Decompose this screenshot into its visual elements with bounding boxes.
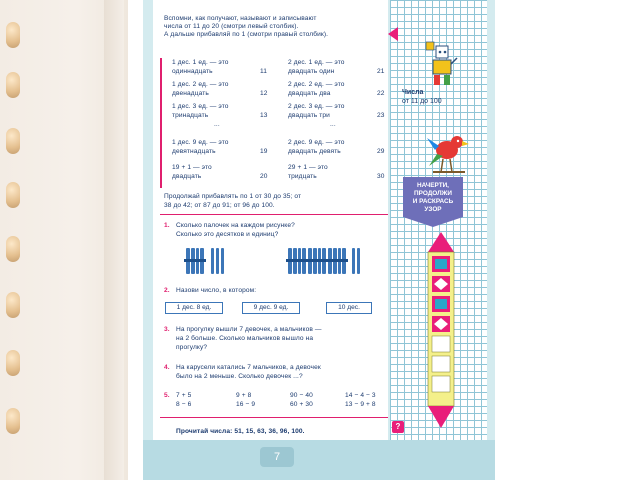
right-row-name: двадцать девять: [288, 148, 341, 155]
stick: [352, 248, 355, 274]
expression: 8 − 6: [176, 401, 192, 408]
decor-cylinder: [6, 236, 20, 262]
left-row: 1 дес. 3 ед. — это: [172, 103, 229, 110]
section-divider: [160, 417, 388, 418]
task-text: На карусели катались 7 мальчиков, а девочек: [176, 364, 321, 371]
task-text: Сколько палочек на каждом рисунке?: [176, 222, 295, 229]
right-row-number: 23: [377, 112, 385, 119]
sticks-picture-1: [186, 248, 224, 274]
task-text: На прогулку вышли 7 девочек, а мальчиков —: [176, 326, 322, 333]
ellipsis: ...: [214, 121, 220, 128]
left-row: 1 дес. 2 ед. — это: [172, 81, 229, 88]
expression: 90 − 40: [290, 392, 313, 399]
expression: 16 − 9: [236, 401, 256, 408]
left-row-number: 12: [260, 90, 268, 97]
continue-line: Продолжай прибавлять по 1 от 30 до 35; от: [164, 193, 302, 200]
stick: [211, 248, 214, 274]
section-title: Числа: [402, 89, 424, 96]
page-footer: [143, 440, 495, 480]
expression: 13 − 9 + 8: [345, 401, 376, 408]
left-row: 1 дес. 9 ед. — это: [172, 139, 229, 146]
left-row-name: одиннадцать: [172, 68, 213, 75]
left-row: 19 + 1 — это: [172, 164, 212, 171]
pointer-triangle-icon: [388, 27, 398, 41]
right-row: 2 дес. 3 ед. — это: [288, 103, 345, 110]
left-row-name: двенадцать: [172, 90, 209, 97]
right-row: 2 дес. 9 ед. — это: [288, 139, 345, 146]
right-row-name: двадцать три: [288, 112, 330, 119]
decor-cylinder: [6, 128, 20, 154]
task-text: на 2 больше. Сколько мальчиков вышло на: [176, 335, 314, 342]
right-row-number: 22: [377, 90, 385, 97]
intro-line: А дальше прибавляй по 1 (смотри правый столбик).: [164, 31, 329, 39]
ellipsis: ...: [330, 121, 336, 128]
right-row: 2 дес. 2 ед. — это: [288, 81, 345, 88]
stick-bundle: [328, 248, 346, 274]
right-row: 2 дес. 1 ед. — это: [288, 59, 345, 66]
intro-line: числа от 11 до 20 (смотри левый столбик).: [164, 23, 299, 31]
answer-box: 9 дес. 9 ед.: [242, 302, 300, 314]
task-number: 5.: [164, 392, 170, 399]
task-number: 1.: [164, 222, 170, 229]
right-row-number: 30: [377, 173, 385, 180]
background-stripe: [104, 0, 124, 480]
right-row-number: 29: [377, 148, 385, 155]
decor-cylinder: [6, 408, 20, 434]
expression: 7 + 5: [176, 392, 192, 399]
sticks-picture-2: [288, 248, 360, 274]
stick-bundle: [186, 248, 204, 274]
right-row-name: тридцать: [288, 173, 317, 180]
expression: 9 + 8: [236, 392, 252, 399]
banner-line: НАЧЕРТИ,: [417, 182, 449, 189]
task-number: 3.: [164, 326, 170, 333]
left-row-name: тринадцать: [172, 112, 209, 119]
left-row-number: 13: [260, 112, 268, 119]
right-row-name: двадцать один: [288, 68, 335, 75]
pattern-pencil-icon: [427, 232, 455, 428]
right-row: 29 + 1 — это: [288, 164, 328, 171]
expression: 14 − 4 − 3: [345, 392, 376, 399]
section-range: от 11 до 100: [402, 98, 442, 105]
robot-illustration-icon: [423, 40, 461, 90]
stick: [216, 248, 219, 274]
task-banner: [403, 177, 463, 217]
decor-cylinder: [6, 292, 20, 318]
decor-cylinder: [6, 182, 20, 208]
task-number: 4.: [164, 364, 170, 371]
banner-line: ПРОДОЛЖИ: [414, 190, 452, 197]
page-number: 7: [260, 447, 294, 467]
intro-text: [164, 15, 389, 40]
stick: [357, 248, 360, 274]
stick-bundle: [308, 248, 326, 274]
task-text: Назови число, в котором:: [176, 287, 257, 294]
left-row: 1 дес. 1 ед. — это: [172, 59, 229, 66]
background-left: [0, 0, 128, 480]
task-text: прогулку?: [176, 344, 208, 351]
section-divider: [160, 214, 388, 215]
decor-cylinder: [6, 350, 20, 376]
decor-cylinder: [6, 22, 20, 48]
left-row-number: 11: [260, 68, 268, 75]
parrot-illustration-icon: [425, 128, 471, 178]
left-row-number: 20: [260, 173, 268, 180]
left-row-name: девятнадцать: [172, 148, 216, 155]
task-text: было на 2 меньше. Сколько девочек ...?: [176, 373, 303, 380]
left-row-name: двадцать: [172, 173, 202, 180]
banner-line: УЗОР: [424, 206, 442, 213]
help-icon: ?: [392, 421, 404, 433]
left-row-number: 19: [260, 148, 268, 155]
stick-bundle: [288, 248, 306, 274]
right-row-name: двадцать два: [288, 90, 331, 97]
answer-box: 10 дес.: [326, 302, 372, 314]
task-number: 2.: [164, 287, 170, 294]
background-right: [495, 0, 640, 480]
right-row-number: 21: [377, 68, 385, 75]
decor-cylinder: [6, 72, 20, 98]
expression: 60 + 30: [290, 401, 313, 408]
continue-line: 38 до 42; от 87 до 91; от 96 до 100.: [164, 202, 275, 209]
column-marker: [160, 58, 162, 188]
answer-box: 1 дес. 8 ед.: [165, 302, 223, 314]
intro-line: Вспомни, как получают, называют и записывают: [164, 15, 317, 22]
stick: [221, 248, 224, 274]
task-text: Сколько это десятков и единиц?: [176, 231, 279, 238]
banner-line: И РАСКРАСЬ: [412, 198, 454, 205]
read-task: Прочитай числа: 51, 15, 63, 36, 96, 100.: [176, 428, 305, 435]
